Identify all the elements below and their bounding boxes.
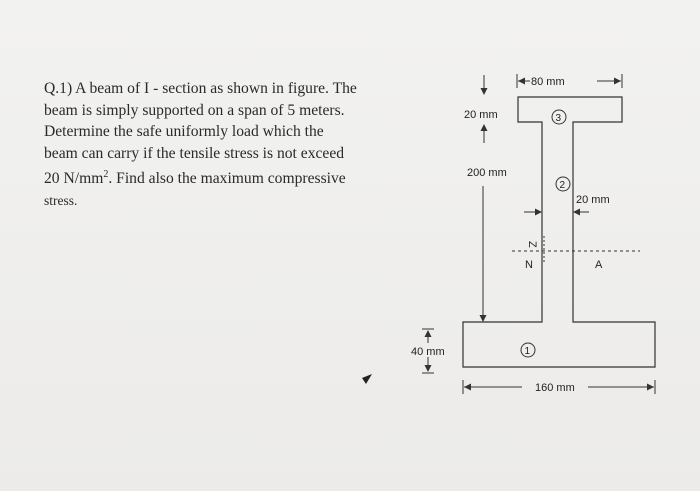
mouse-cursor-icon <box>362 374 372 384</box>
top-width-dimension <box>517 74 622 88</box>
stress-value: 20 N/mm <box>44 170 104 188</box>
web-thickness-dimension <box>524 194 610 216</box>
question-line-4: beam can carry if the tensile stress is not exceed <box>44 144 345 162</box>
question-line-1: Q.1) A beam of I - section as shown in figure. The <box>44 80 357 97</box>
unit-exponent: 2 <box>103 169 109 180</box>
top-thickness-dimension <box>464 75 498 143</box>
question-line-2: beam is simply supported on a span of 5 meters. <box>44 101 345 119</box>
question-line-6: stress. <box>44 192 78 208</box>
question-line-5-rest: . Find also the maximum compressive <box>108 170 346 188</box>
i-section-outline <box>463 97 655 367</box>
bottom-thickness-dimension <box>411 329 445 373</box>
question-line-3: Determine the safe uniformly load which the <box>44 123 324 140</box>
web-height-dimension <box>467 167 507 322</box>
bottom-thickness-label: 40 mm <box>411 346 445 358</box>
part-2-label: 2 <box>559 180 566 191</box>
web-thickness-label: 20 mm <box>576 194 610 206</box>
axis-z-label: Z <box>526 241 538 248</box>
top-width-label: 80 mm <box>531 76 565 88</box>
top-thickness-label: 20 mm <box>464 109 498 121</box>
part-3-label: 3 <box>555 113 562 124</box>
bottom-width-dimension <box>463 380 655 394</box>
part-marker-2 <box>556 177 570 191</box>
axis-a-label: A <box>595 259 603 271</box>
part-marker-1 <box>521 343 535 357</box>
part-marker-3 <box>552 110 566 124</box>
bottom-width-label: 160 mm <box>535 382 575 394</box>
web-height-label: 200 mm <box>467 167 507 179</box>
axis-n-label: N <box>525 259 533 271</box>
part-1-label: 1 <box>524 346 531 357</box>
neutral-axis <box>512 236 640 271</box>
